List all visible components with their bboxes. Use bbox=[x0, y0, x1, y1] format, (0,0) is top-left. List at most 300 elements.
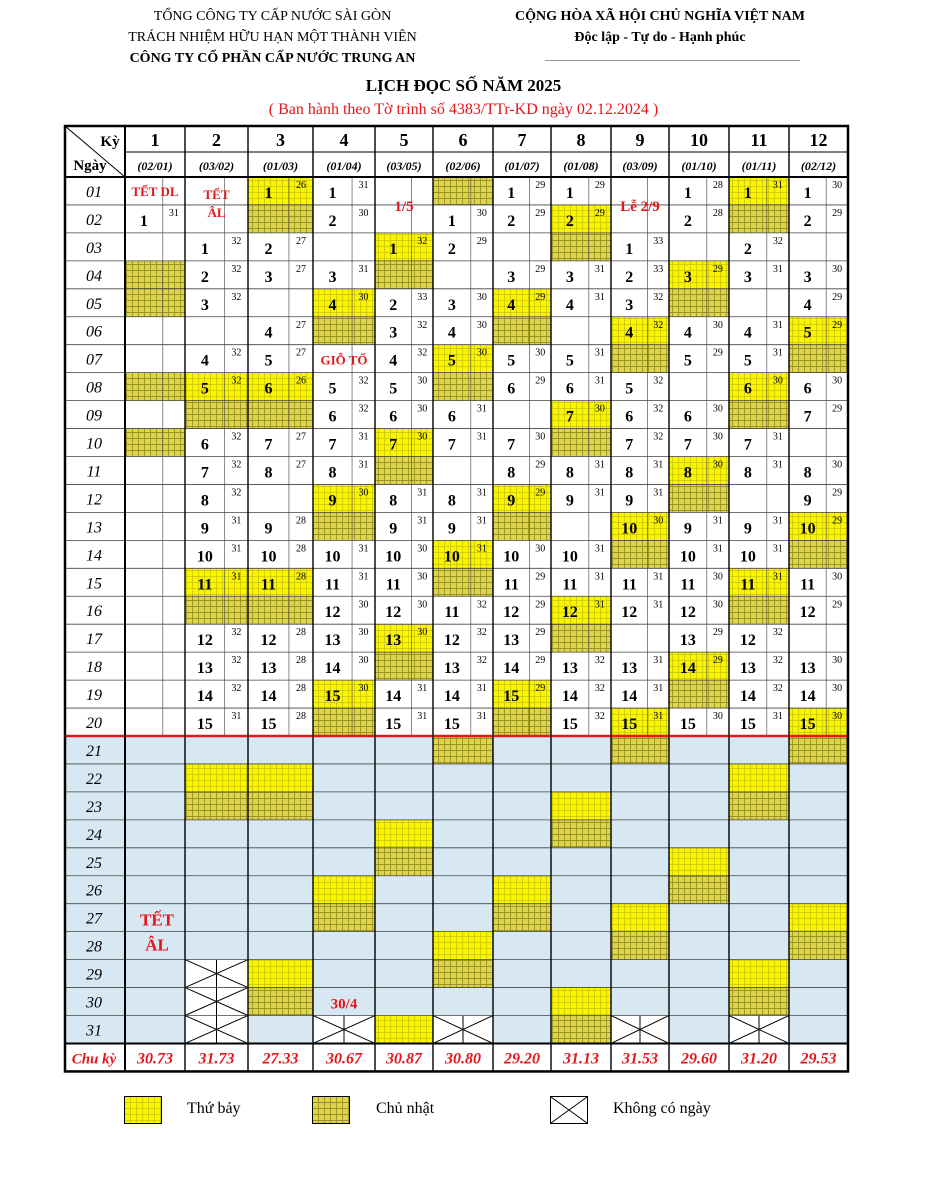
period-start-date: (02/12) bbox=[800, 159, 837, 173]
reading-sequence: 9 bbox=[743, 520, 752, 538]
day-label: 25 bbox=[86, 854, 102, 872]
reading-sequence: 14 bbox=[799, 688, 816, 706]
cycle-days: 32 bbox=[231, 431, 242, 443]
reading-sequence: 4 bbox=[200, 352, 209, 370]
reading-sequence: 1 bbox=[447, 212, 456, 230]
reading-sequence: 3 bbox=[625, 296, 634, 314]
sunday-cell bbox=[669, 484, 729, 512]
reading-sequence: 2 bbox=[565, 212, 574, 230]
cycle-days: 32 bbox=[231, 375, 242, 387]
sunday-cell bbox=[493, 904, 551, 932]
cycle-days: 30 bbox=[832, 459, 843, 471]
period-number: 12 bbox=[809, 130, 828, 150]
cycle-days: 30 bbox=[832, 571, 843, 583]
reading-sequence: 7 bbox=[683, 436, 692, 454]
cycle-days: 30 bbox=[476, 207, 487, 219]
cycle-days: 30 bbox=[712, 431, 723, 443]
period-start-date: (01/10) bbox=[681, 159, 717, 173]
cycle-days: 32 bbox=[476, 599, 487, 611]
cycle-days: 30 bbox=[417, 543, 428, 555]
cycle-days: 32 bbox=[231, 487, 242, 499]
reading-sequence: 2 bbox=[389, 296, 398, 314]
cycle-days: 33 bbox=[417, 291, 428, 303]
day-label: 23 bbox=[86, 798, 102, 816]
reading-sequence: 5 bbox=[565, 352, 574, 370]
cycle-days: 32 bbox=[231, 263, 242, 275]
reading-sequence: 6 bbox=[264, 380, 273, 398]
cycle-days: 31 bbox=[594, 263, 605, 275]
sunday-cell bbox=[789, 540, 848, 568]
cycle-days: 28 bbox=[295, 515, 306, 527]
cycle-days: 32 bbox=[653, 319, 664, 331]
cycle-days: 31 bbox=[772, 347, 783, 359]
day-label: 10 bbox=[86, 435, 102, 453]
period-number: 2 bbox=[212, 130, 221, 150]
saturday-cell bbox=[729, 764, 789, 792]
reading-sequence: 5 bbox=[447, 352, 456, 370]
cycle-days: 32 bbox=[231, 459, 242, 471]
reading-sequence: 9 bbox=[683, 520, 692, 538]
cycle-days: 31 bbox=[594, 291, 605, 303]
cycle-days: 31 bbox=[358, 571, 369, 583]
reading-sequence: 12 bbox=[621, 604, 638, 622]
cycle-days: 29 bbox=[832, 515, 843, 527]
reading-sequence: 1 bbox=[743, 184, 752, 202]
reading-sequence: 3 bbox=[447, 296, 456, 314]
sunday-cell bbox=[611, 932, 669, 960]
reading-sequence: 4 bbox=[264, 324, 273, 342]
cycle-days: 30 bbox=[772, 375, 783, 387]
reading-sequence: 11 bbox=[621, 576, 637, 594]
cycle-days: 29 bbox=[535, 487, 546, 499]
reading-sequence: 12 bbox=[799, 604, 816, 622]
saturday-cell bbox=[789, 904, 848, 932]
reading-sequence: 13 bbox=[679, 632, 696, 650]
holiday-lunar-new-year-late: TẾT bbox=[139, 910, 175, 930]
reading-sequence: 12 bbox=[443, 632, 460, 650]
country-name: CỘNG HÒA XÃ HỘI CHỦ NGHĨA VIỆT NAM bbox=[514, 9, 805, 24]
cycle-days: 31 bbox=[358, 543, 369, 555]
cycle-days: 32 bbox=[772, 683, 783, 695]
cycle-days: 33 bbox=[653, 263, 664, 275]
cycle-days: 27 bbox=[295, 347, 306, 359]
cycle-days: 31 bbox=[772, 711, 783, 723]
cycle-days: 30 bbox=[832, 180, 843, 191]
reading-sequence: 1 bbox=[625, 240, 634, 258]
cycle-days: 32 bbox=[231, 683, 242, 695]
reading-sequence: 8 bbox=[264, 464, 273, 482]
reading-sequence: 3 bbox=[683, 268, 692, 286]
cycle-days: 30 bbox=[832, 711, 843, 723]
cycle-days: 27 bbox=[295, 431, 306, 443]
sunday-cell bbox=[313, 512, 375, 540]
reading-sequence: 15 bbox=[385, 716, 402, 733]
reading-sequence: 8 bbox=[447, 492, 456, 510]
day-label: 17 bbox=[86, 631, 102, 649]
reading-sequence: 10 bbox=[739, 548, 756, 566]
day-label: 07 bbox=[86, 351, 102, 369]
corner-label-ngay: Ngày bbox=[73, 158, 107, 174]
reading-sequence: 8 bbox=[803, 464, 812, 482]
sunday-cell bbox=[551, 820, 611, 848]
reading-sequence: 9 bbox=[264, 520, 273, 538]
reading-sequence: 6 bbox=[200, 436, 209, 454]
sunday-cell bbox=[611, 540, 669, 568]
reading-sequence: 15 bbox=[621, 716, 638, 733]
cycle-days: 31 bbox=[772, 263, 783, 275]
day-label: 28 bbox=[86, 938, 102, 956]
reading-sequence: 14 bbox=[503, 660, 520, 678]
cycle-days: 32 bbox=[231, 655, 242, 667]
day-label: 22 bbox=[86, 770, 102, 788]
period-number: 10 bbox=[690, 130, 708, 150]
cycle-days: 29 bbox=[535, 263, 546, 275]
reading-sequence: 9 bbox=[389, 520, 398, 538]
day-label: 21 bbox=[86, 742, 102, 760]
cycle-days: 31 bbox=[594, 599, 605, 611]
cycle-days: 30 bbox=[358, 291, 369, 303]
cycle-average: 29.60 bbox=[681, 1050, 717, 1068]
cycle-days: 28 bbox=[295, 683, 306, 695]
reading-sequence: 11 bbox=[800, 576, 816, 594]
cycle-days: 29 bbox=[535, 655, 546, 667]
reading-sequence: 6 bbox=[389, 408, 398, 426]
cycle-days: 30 bbox=[476, 291, 487, 303]
reading-sequence: 7 bbox=[328, 436, 337, 454]
cycle-days: 27 bbox=[295, 319, 306, 331]
cycle-days: 28 bbox=[712, 207, 723, 219]
legend-noday-swatch bbox=[550, 1096, 588, 1129]
sunday-cell bbox=[729, 988, 789, 1016]
sunday-cell bbox=[433, 373, 493, 401]
sunday-cell bbox=[729, 596, 789, 624]
cycle-days: 30 bbox=[476, 347, 487, 359]
cycle-average: 30.67 bbox=[326, 1050, 362, 1068]
reading-sequence: 10 bbox=[561, 548, 578, 566]
reading-sequence: 11 bbox=[197, 576, 213, 594]
reading-sequence: 7 bbox=[200, 464, 209, 482]
cycle-days: 31 bbox=[168, 207, 179, 219]
cycle-days: 29 bbox=[712, 627, 723, 639]
reading-sequence: 7 bbox=[803, 408, 812, 426]
cycle-days: 29 bbox=[832, 403, 843, 415]
reading-sequence: 14 bbox=[679, 660, 696, 678]
sunday-cell bbox=[375, 261, 433, 289]
sunday-cell bbox=[125, 261, 185, 289]
reading-sequence: 5 bbox=[389, 380, 398, 398]
no-day-cell bbox=[185, 988, 248, 1016]
cycle-days: 31 bbox=[594, 571, 605, 583]
reading-sequence: 14 bbox=[324, 660, 341, 678]
reading-sequence: 6 bbox=[743, 380, 752, 398]
cycle-days: 29 bbox=[476, 235, 487, 247]
cycle-days: 28 bbox=[295, 655, 306, 667]
period-start-date: (01/04) bbox=[326, 159, 362, 173]
cycle-days: 31 bbox=[594, 543, 605, 555]
cycle-days: 30 bbox=[417, 403, 428, 415]
cycle-days: 32 bbox=[231, 235, 242, 247]
cycle-days: 29 bbox=[535, 291, 546, 303]
cycle-days: 32 bbox=[358, 375, 369, 387]
cycle-days: 30 bbox=[832, 375, 843, 387]
reading-sequence: 11 bbox=[740, 576, 756, 594]
cycle-days: 31 bbox=[417, 515, 428, 527]
parent-company-name: TỔNG CÔNG TY CẤP NƯỚC SÀI GÒN bbox=[153, 9, 392, 24]
reading-sequence: 13 bbox=[260, 660, 277, 678]
cycle-days: 31 bbox=[476, 431, 487, 443]
cycle-days: 31 bbox=[594, 487, 605, 499]
saturday-cell bbox=[551, 988, 611, 1016]
reading-sequence: 1 bbox=[139, 212, 148, 230]
reading-sequence: 2 bbox=[328, 212, 337, 230]
sunday-cell bbox=[551, 1016, 611, 1044]
reading-sequence: 8 bbox=[743, 464, 752, 482]
reading-sequence: 10 bbox=[621, 520, 638, 538]
cycle-days: 32 bbox=[594, 655, 605, 667]
day-label: 24 bbox=[86, 826, 102, 844]
sunday-cell bbox=[789, 345, 848, 373]
reading-sequence: 3 bbox=[264, 268, 273, 286]
holiday-new-year: TẾT DL bbox=[131, 184, 179, 199]
reading-sequence: 1 bbox=[803, 184, 812, 202]
sunday-cell bbox=[493, 708, 551, 736]
cycle-days: 30 bbox=[358, 683, 369, 695]
reading-sequence: 1 bbox=[264, 184, 273, 202]
cycle-days: 29 bbox=[594, 180, 605, 191]
saturday-cell bbox=[729, 960, 789, 988]
saturday-cell bbox=[313, 876, 375, 904]
sunday-cell bbox=[125, 429, 185, 457]
sunday-cell bbox=[248, 401, 313, 429]
cycle-days: 29 bbox=[832, 207, 843, 219]
reading-sequence: 9 bbox=[625, 492, 634, 510]
cycle-days: 32 bbox=[417, 235, 428, 247]
cycle-days: 32 bbox=[417, 347, 428, 359]
saturday-cell bbox=[248, 960, 313, 988]
reading-sequence: 4 bbox=[389, 352, 398, 370]
reading-sequence: 5 bbox=[507, 352, 516, 370]
reading-sequence: 4 bbox=[507, 296, 516, 314]
reading-sequence: 9 bbox=[200, 520, 209, 538]
sunday-cell bbox=[185, 792, 248, 820]
cycle-days: 30 bbox=[712, 599, 723, 611]
saturday-cell bbox=[551, 792, 611, 820]
sunday-cell bbox=[375, 848, 433, 876]
saturday-cell bbox=[611, 904, 669, 932]
period-start-date: (01/11) bbox=[741, 159, 777, 173]
reading-sequence: 8 bbox=[389, 492, 398, 510]
day-label: 18 bbox=[86, 659, 102, 677]
cycle-days: 29 bbox=[712, 655, 723, 667]
cycle-days: 32 bbox=[231, 291, 242, 303]
cycle-days: 31 bbox=[358, 180, 369, 191]
day-label: 02 bbox=[86, 211, 102, 229]
sunday-cell bbox=[669, 680, 729, 708]
day-label: 08 bbox=[86, 379, 102, 397]
day-label: 20 bbox=[86, 715, 102, 732]
holiday-national-day: Lễ 2/9 bbox=[620, 198, 660, 215]
cycle-average: 31.13 bbox=[563, 1050, 599, 1068]
reading-sequence: 4 bbox=[743, 324, 752, 342]
sunday-cell bbox=[611, 345, 669, 373]
reading-sequence: 1 bbox=[565, 184, 574, 202]
reading-sequence: 15 bbox=[561, 716, 578, 733]
sunday-cell bbox=[313, 708, 375, 736]
reading-sequence: 2 bbox=[200, 268, 209, 286]
sunday-cell bbox=[551, 624, 611, 652]
sunday-cell bbox=[729, 792, 789, 820]
reading-sequence: 15 bbox=[324, 688, 341, 706]
no-day-cell bbox=[729, 1016, 789, 1044]
cycle-days: 30 bbox=[358, 655, 369, 667]
cycle-days: 29 bbox=[535, 207, 546, 219]
cycle-days: 32 bbox=[653, 375, 664, 387]
cycle-days: 30 bbox=[417, 571, 428, 583]
no-day-cell bbox=[313, 1016, 375, 1044]
sunday-cell bbox=[313, 317, 375, 345]
cycle-days: 32 bbox=[772, 655, 783, 667]
cycle-days: 30 bbox=[417, 431, 428, 443]
sunday-cell bbox=[375, 652, 433, 680]
period-start-date: (02/06) bbox=[445, 159, 481, 173]
period-number: 3 bbox=[276, 130, 285, 150]
day-label: 19 bbox=[86, 687, 102, 705]
reading-sequence: 14 bbox=[739, 688, 756, 706]
cycle-days: 30 bbox=[832, 655, 843, 667]
day-label: 31 bbox=[86, 1022, 102, 1040]
day-label: 03 bbox=[86, 239, 102, 257]
reading-sequence: 2 bbox=[507, 212, 516, 230]
reading-sequence: 13 bbox=[739, 660, 756, 678]
cycle-days: 30 bbox=[712, 403, 723, 415]
reading-sequence: 12 bbox=[385, 604, 402, 622]
reading-sequence: 14 bbox=[621, 688, 638, 706]
cycle-days: 31 bbox=[772, 515, 783, 527]
sunday-cell bbox=[433, 177, 493, 205]
period-start-date: (01/07) bbox=[504, 159, 540, 173]
reading-sequence: 14 bbox=[196, 688, 213, 706]
cycle-days: 29 bbox=[535, 599, 546, 611]
reading-sequence: 11 bbox=[444, 604, 460, 622]
cycle-days: 31 bbox=[772, 571, 783, 583]
reading-sequence: 5 bbox=[264, 352, 273, 370]
sunday-cell bbox=[185, 596, 248, 624]
reading-sequence: 2 bbox=[264, 240, 273, 258]
reading-sequence: 11 bbox=[385, 576, 401, 594]
sunday-cell bbox=[551, 233, 611, 261]
cycle-days: 32 bbox=[653, 291, 664, 303]
reading-sequence: 10 bbox=[503, 548, 520, 566]
cycle-average: 31.53 bbox=[622, 1050, 658, 1068]
cycle-days: 30 bbox=[712, 571, 723, 583]
cycle-days: 29 bbox=[712, 263, 723, 275]
day-label: 14 bbox=[86, 547, 102, 565]
cycle-days: 30 bbox=[712, 711, 723, 723]
day-label: 27 bbox=[86, 910, 102, 928]
reading-sequence: 3 bbox=[389, 324, 398, 342]
reading-sequence: 1 bbox=[683, 184, 692, 202]
period-number: 7 bbox=[517, 130, 527, 150]
sunday-cell bbox=[248, 596, 313, 624]
cycle-days: 30 bbox=[417, 599, 428, 611]
reading-sequence: 3 bbox=[565, 268, 574, 286]
cycle-days: 31 bbox=[653, 571, 664, 583]
reading-sequence: 7 bbox=[743, 436, 752, 454]
cycle-days: 32 bbox=[594, 683, 605, 695]
day-label: 13 bbox=[86, 519, 102, 537]
period-start-date: (02/01) bbox=[137, 159, 173, 173]
reading-sequence: 10 bbox=[385, 548, 402, 566]
reading-sequence: 11 bbox=[324, 576, 341, 594]
reading-sequence: 4 bbox=[803, 296, 812, 314]
cycle-days: 31 bbox=[653, 683, 664, 695]
cycle-days: 31 bbox=[476, 683, 487, 695]
reading-sequence: 7 bbox=[625, 436, 634, 454]
cycle-days: 31 bbox=[772, 459, 783, 471]
reading-sequence: 12 bbox=[503, 604, 520, 622]
cycle-days: 31 bbox=[653, 459, 664, 471]
reading-sequence: 3 bbox=[743, 268, 752, 286]
cycle-days: 27 bbox=[295, 235, 306, 247]
reading-sequence: 6 bbox=[565, 380, 574, 398]
cycle-days: 28 bbox=[295, 627, 306, 639]
no-day-cell bbox=[433, 1016, 493, 1044]
cycle-days: 29 bbox=[594, 207, 605, 219]
cycle-average: 29.53 bbox=[800, 1050, 837, 1068]
saturday-cell bbox=[433, 932, 493, 960]
cycle-average: 31.73 bbox=[198, 1050, 235, 1068]
period-start-date: (03/09) bbox=[622, 159, 658, 173]
cycle-days: 31 bbox=[476, 403, 487, 415]
cycle-days: 31 bbox=[231, 543, 242, 555]
day-label: 01 bbox=[86, 183, 102, 201]
page-subtitle: ( Ban hành theo Tờ trình số 4383/TTr-KD ngày 02.12.2024 ) bbox=[268, 101, 659, 118]
company-name: CÔNG TY CỔ PHẦN CẤP NƯỚC TRUNG AN bbox=[129, 51, 416, 66]
cycle-average: 30.87 bbox=[386, 1050, 422, 1068]
sunday-cell bbox=[185, 401, 248, 429]
cycle-days: 31 bbox=[231, 711, 242, 723]
cycle-days: 30 bbox=[535, 431, 546, 443]
cycle-days: 31 bbox=[476, 543, 487, 555]
reading-sequence: 3 bbox=[507, 268, 516, 286]
reading-sequence: 8 bbox=[200, 492, 209, 510]
cycle-days: 29 bbox=[535, 627, 546, 639]
cycle-days: 31 bbox=[476, 515, 487, 527]
cycle-days: 31 bbox=[231, 515, 242, 527]
reading-sequence: 9 bbox=[447, 520, 456, 538]
sunday-cell bbox=[669, 876, 729, 904]
saturday-cell bbox=[248, 764, 313, 792]
cycle-days: 29 bbox=[535, 375, 546, 387]
cycle-days: 30 bbox=[358, 207, 369, 219]
cycle-days: 32 bbox=[231, 347, 242, 359]
reading-sequence: 4 bbox=[565, 296, 574, 314]
company-type: TRÁCH NHIỆM HỮU HẠN MỘT THÀNH VIÊN bbox=[128, 30, 417, 45]
cycle-average: 29.20 bbox=[504, 1050, 540, 1068]
reading-sequence: 2 bbox=[803, 212, 812, 230]
saturday-cell bbox=[185, 764, 248, 792]
reading-sequence: 9 bbox=[803, 492, 812, 510]
cycle-days: 33 bbox=[653, 235, 664, 247]
cycle-days: 31 bbox=[594, 459, 605, 471]
legend-saturday-swatch bbox=[124, 1096, 162, 1129]
reading-sequence: 4 bbox=[683, 324, 692, 342]
cycle-days: 31 bbox=[653, 655, 664, 667]
cycle-days: 26 bbox=[295, 180, 306, 191]
day-label: 05 bbox=[86, 295, 102, 313]
holiday-hung-kings: GIỖ TỔ bbox=[320, 352, 368, 368]
reading-sequence: 15 bbox=[260, 716, 277, 733]
